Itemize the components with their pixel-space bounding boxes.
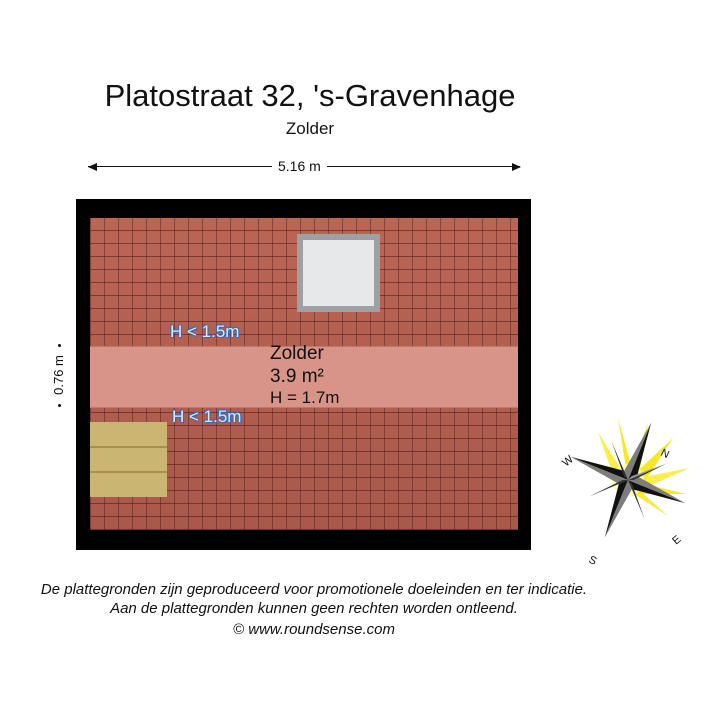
compass-rose-icon [548, 405, 718, 575]
stair-step [90, 471, 167, 473]
disclaimer-line-2: Aan de plattegronden kunnen geen rechten worden ontleend. [110, 600, 518, 617]
floor-subtitle: Zolder [285, 119, 335, 138]
stairs [90, 422, 167, 497]
stair-step [90, 446, 167, 448]
room-name: Zolder [270, 343, 324, 364]
copyright: © www.roundsense.com [233, 621, 395, 638]
dimension-arrow-right-icon [512, 163, 521, 171]
width-dimension-label: 5.16 m [272, 158, 327, 174]
low-height-label: H < 1.5m [170, 322, 240, 341]
room-area: 3.9 m² [270, 366, 324, 387]
disclaimer-line-1: De plattegronden zijn geproduceerd voor promotionele doeleinden en ter indicatie. [40, 581, 588, 598]
compass-letter-w: W [560, 453, 576, 470]
compass-letter-s: S [586, 553, 599, 568]
room-height: H = 1.7m [270, 388, 340, 407]
depth-dimension-label: 0.76 m [51, 355, 66, 395]
depth-dimension-tick [58, 404, 61, 407]
disclaimer [0, 580, 628, 618]
low-height-label: H < 1.5m [172, 407, 242, 426]
compass-letter-e: E [670, 533, 684, 548]
skylight-glass [303, 240, 374, 306]
dimension-arrow-left-icon [88, 163, 97, 171]
compass-star [548, 405, 709, 561]
plan-title: Platostraat 32, 's-Gravenhage [104, 78, 516, 113]
compass-letter-n: N [658, 446, 672, 462]
depth-dimension-tick [58, 344, 61, 347]
